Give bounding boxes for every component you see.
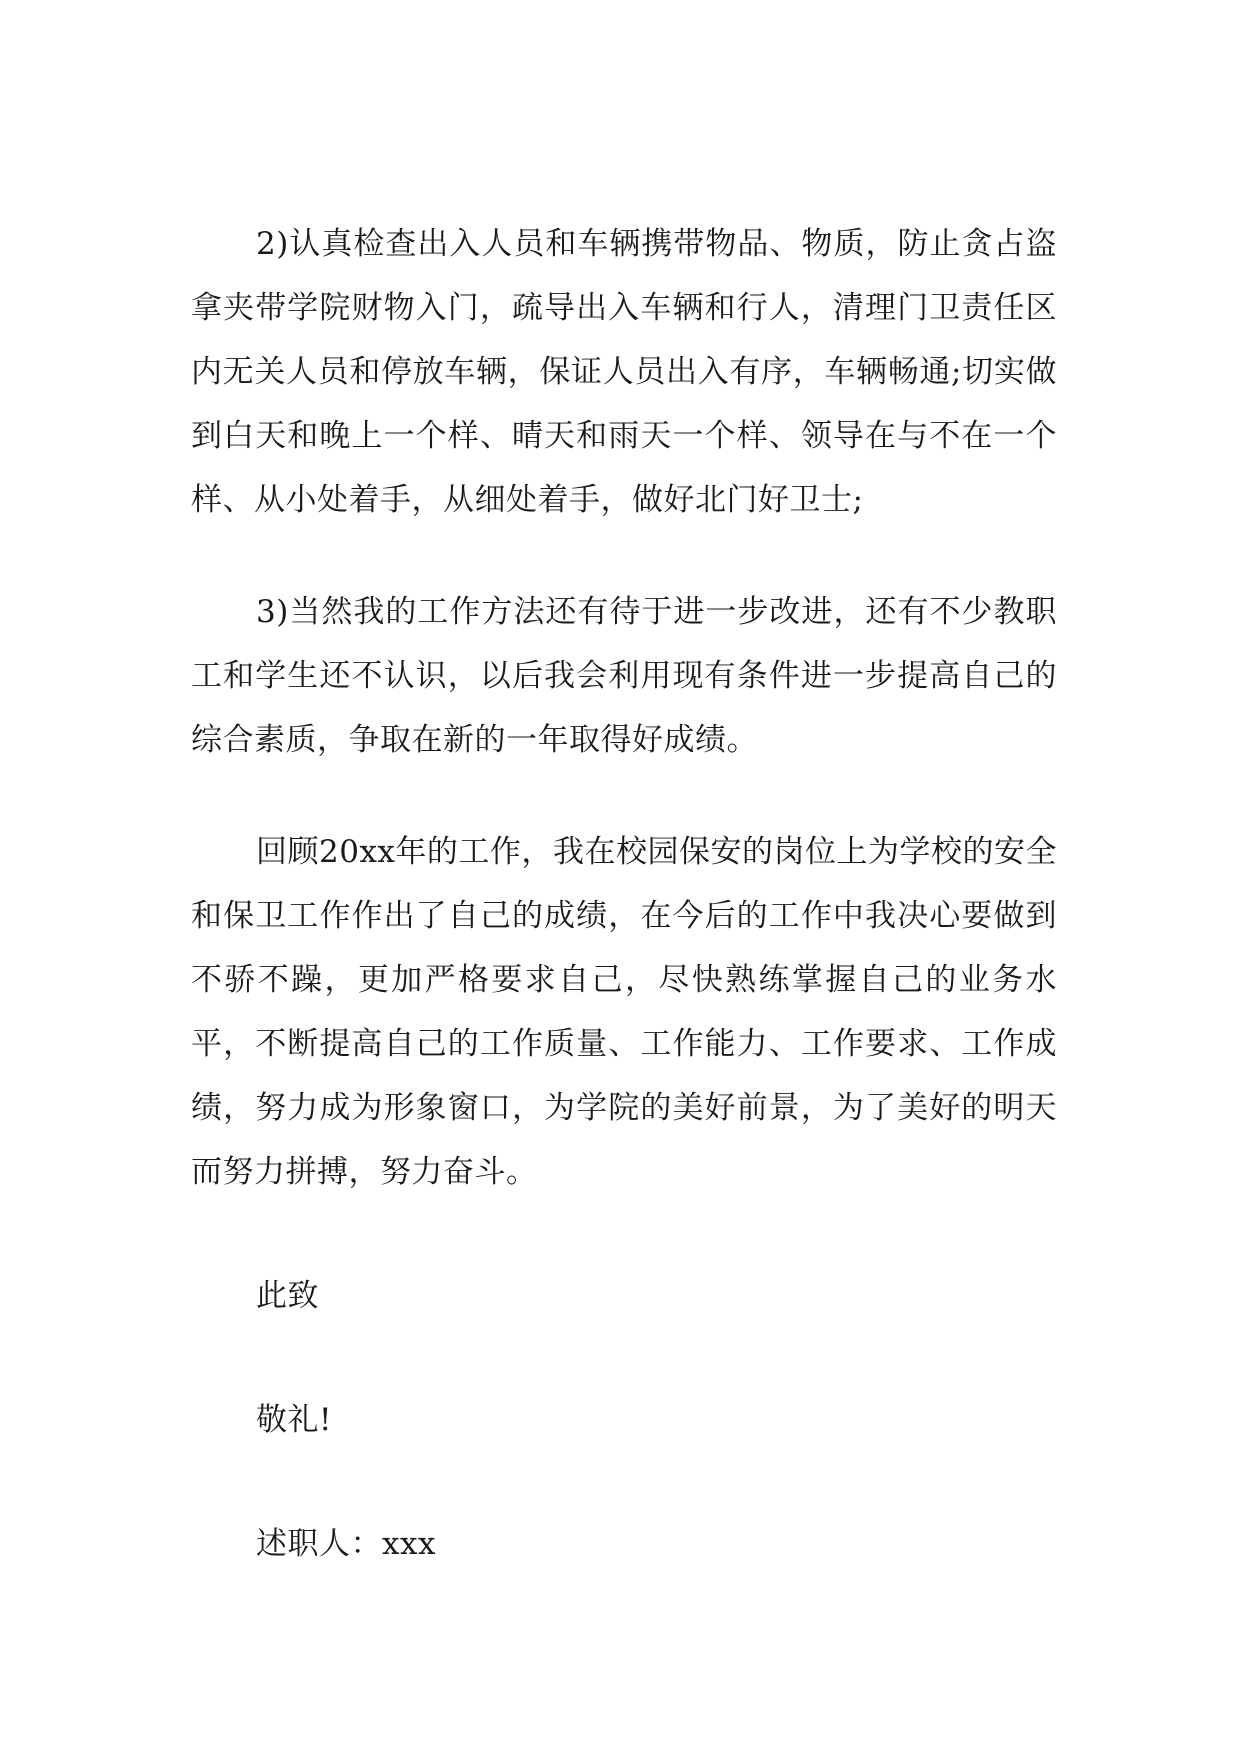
paragraph-review: 回顾20xx年的工作，我在校园保安的岗位上为学校的安全和保卫工作作出了自己的成绩，在今后的工作中我决心要做到不骄不躁，更加严格要求自己，尽快熟练掌握自己的业务水平，不断提高自己的工作质量、工作能力、工作要求、工作成绩，努力成为形象窗口，为学院的美好前景，为了美好的明天而努力拼搏，努力奋斗。 — [191, 834, 1057, 1190]
paragraph-spacer — [191, 1204, 1057, 1264]
document-body — [191, 212, 1057, 1576]
paragraph-spacer — [191, 532, 1057, 580]
signature-line: 述职人：xxx — [256, 1526, 436, 1562]
closing-line: 此致 — [256, 1278, 319, 1314]
paragraph-spacer — [191, 772, 1057, 820]
paragraph-spacer — [191, 1452, 1057, 1512]
salutation-line: 敬礼! — [256, 1402, 332, 1438]
paragraph-item-3: 3)当然我的工作方法还有待于进一步改进，还有不少教职工和学生还不认识，以后我会利用现有条件进一步提高自己的综合素质，争取在新的一年取得好成绩。 — [191, 594, 1057, 758]
paragraph-item-2: 2)认真检查出入人员和车辆携带物品、物质，防止贪占盗拿夹带学院财物入门，疏导出入车辆和行人，清理门卫责任区内无关人员和停放车辆，保证人员出入有序，车辆畅通;切实做到白天和晚上一个样、晴天和雨天一个样、领导在与不在一个样、从小处着手，从细处着手，做好北门好卫士; — [191, 226, 1057, 518]
paragraph-spacer — [191, 1328, 1057, 1388]
